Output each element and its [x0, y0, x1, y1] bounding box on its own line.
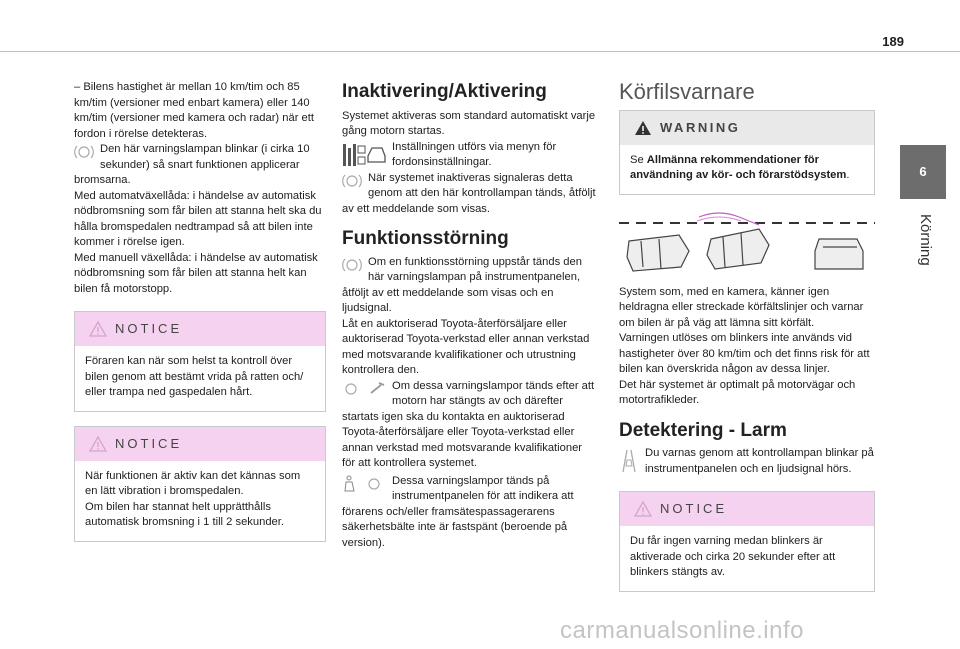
vehicle-settings-icon [342, 141, 386, 171]
warning-body [630, 153, 864, 184]
watermark: carmanualsonline.info [560, 617, 804, 644]
deactivated-text: När systemet inaktiveras signaleras detta genom att den här kontrollampan tänds, åtföljt av ett meddelande som visas. [342, 171, 596, 215]
notice-title-3: NOTICE [660, 501, 728, 517]
chapter-title: Körning [917, 214, 934, 266]
lane-desc-2: Varningen utlöses om blinkers inte används vid hastigheter över 80 km/tim och det finns risk för att bilen kan överskrida någon av dessa linjer. [619, 332, 870, 375]
heading-lane-departure: Körfilsvarnare [619, 79, 755, 104]
warning-lamp-item [74, 142, 326, 189]
system-off-icon [342, 172, 362, 190]
warning-triangle-icon [89, 436, 107, 452]
heading-deactivation: Inaktivering/Aktivering [342, 81, 547, 102]
automatic-gearbox-text: Med automatväxellåda: i händelse av automatisk nödbromsning som får bilen att stanna helt ska du hålla bromspedalen nedtrampad så att bilen inte kommer i rörelse igen. [74, 189, 322, 248]
warning-triangle-icon [634, 501, 652, 517]
settings-item [342, 140, 598, 171]
lamps-text: Om dessa varningslampor tänds efter att motorn har stängts av och därefter startats igen ska du kontakta en auktoriserad Toyota-återförsäljare eller Toyota-verkstad eller annan verkstad med motsvarande kvalifikationer för att kontrollera systemet. [342, 379, 595, 469]
notice-box-1 [74, 311, 326, 412]
page-number: 189 [882, 34, 904, 49]
seatbelt-text: Dessa varningslampor tänds på instrumentpanelen för att indikera att förarens och/eller framsätespassagerarens säkerhetsbälte inte är fastspänt (beroende på version). [342, 474, 574, 549]
activation-text: Systemet aktiveras som standard automatiskt varje gång motorn startas. [342, 109, 596, 137]
brake-warning-icon [74, 143, 94, 161]
service-wrench-icon [342, 380, 386, 398]
notice-header-2 [75, 427, 325, 461]
seatbelt-icon [342, 475, 386, 493]
lamps-item [342, 379, 598, 472]
heading-detection: Detektering - Larm [619, 419, 787, 441]
settings-text: Inställningen utförs via menyn för fordonsinställningar. [392, 140, 557, 168]
notice-title-1: NOTICE [115, 321, 183, 337]
lane-desc-3: Det här systemet är optimalt på motorvägar och motortrafikleder. [619, 378, 856, 406]
warning-triangle-icon [89, 321, 107, 337]
column-3 [619, 79, 875, 592]
warning-box [619, 110, 875, 195]
brake-lamp-text: Den här varningslampan blinkar (i cirka 10 sekunder) så snart funktionen applicerar bromsarna. [74, 143, 310, 186]
warning-pre: Se [630, 153, 647, 166]
header-rule [0, 51, 960, 52]
deactivated-lamp-item [342, 171, 598, 218]
manual-gearbox-text: Med manuell växellåda: i händelse av automatisk nödbromsning som får bilen att stanna helt kan bilen få motorstopp. [74, 251, 318, 295]
notice-header-3 [620, 492, 874, 526]
lane-warning-icon [619, 447, 639, 475]
malfunction-text: Om en funktionsstörning uppstår tänds den här varningslampan på instrumentpanelen, åtföljt av ett meddelande som visas och en ljudsignal. [342, 255, 582, 314]
notice-header-1 [75, 312, 325, 346]
heading-malfunction: Funktionsstörning [342, 228, 509, 249]
notice-body-1: Föraren kan när som helst ta kontroll över bilen genom att bestämt vrida på ratten och/ eller trampa ned gaspedalen hårt. [85, 355, 304, 398]
lane-desc-1: System som, med en kamera, känner igen heldragna eller streckade körfältslinjer och varnar om bilen är på väg att lämna sitt körfält. [619, 285, 864, 329]
chapter-title-container [908, 214, 938, 284]
speed-condition: – Bilens hastighet är mellan 10 km/tim och 85 km/tim (versioner med enbart kamera) eller 140 km/tim (versioner med kamera och radar) när ett fordon i rörelse detekteras. [74, 81, 314, 140]
notice-title-2: NOTICE [115, 435, 183, 451]
warning-post: . [846, 169, 850, 181]
notice-body-2a: När funktionen är aktiv kan det kännas som en lätt vibration i bromspedalen. [85, 469, 301, 497]
column-2 [342, 81, 598, 551]
detection-text: Du varnas genom att kontrollampan blinkar på instrumentpanelen och en ljudsignal hörs. [645, 447, 874, 475]
notice-box-2 [74, 426, 326, 542]
warning-link[interactable]: Allmänna rekommendationer för användning av kör- och förarstödsystem [630, 153, 847, 181]
notice-box-3 [619, 491, 875, 592]
seatbelt-item [342, 474, 598, 552]
malfunction-icon [342, 256, 362, 274]
warning-header [620, 111, 874, 145]
warning-title: WARNING [660, 119, 741, 135]
chapter-tab[interactable]: 6 [900, 145, 946, 199]
detection-item [619, 446, 875, 477]
notice-body-2b: Om bilen har stannat helt upprätthålls automatisk bromsning i 1 till 2 sekunder. [85, 500, 284, 528]
notice-body-3: Du får ingen varning medan blinkers är aktiverade och cirka 20 sekunder efter att blinkers stängts av. [630, 535, 836, 578]
malfunction-item [342, 255, 598, 317]
lane-departure-illustration [619, 211, 875, 273]
dealer-check-text: Låt en auktoriserad Toyota-återförsäljare eller auktoriserad Toyota-verkstad eller annan verkstad med motsvarande kvalifikationer och utrustning kontrollera den. [342, 317, 590, 376]
warning-triangle-icon [634, 120, 652, 136]
column-1 [74, 80, 326, 542]
